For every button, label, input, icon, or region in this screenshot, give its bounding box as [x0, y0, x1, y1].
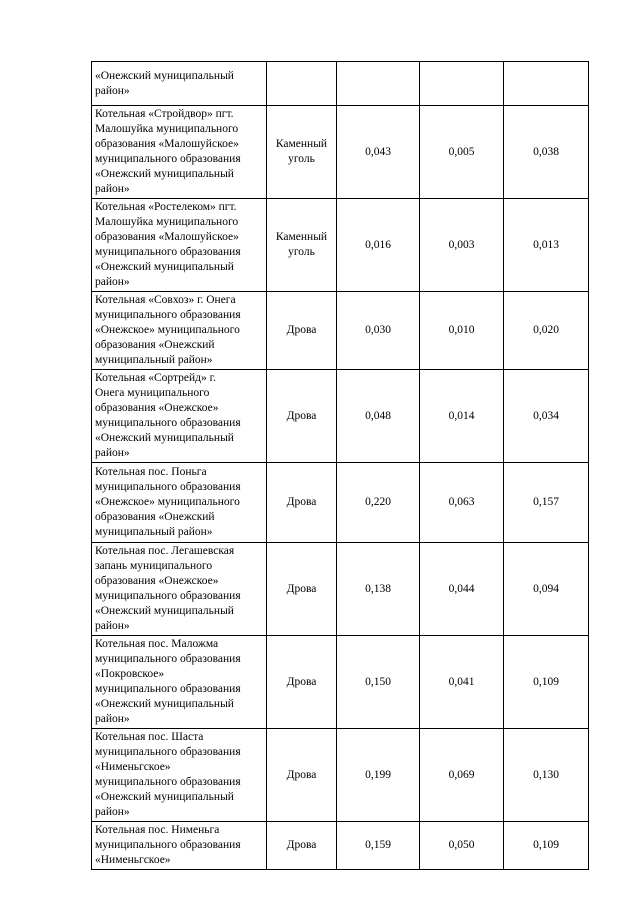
- value-cell-1-text: 0,030: [365, 324, 391, 336]
- value-cell-3-text: 0,157: [533, 496, 559, 508]
- fuel-type-cell: [267, 62, 337, 106]
- boiler-name-cell-text: Котельная пос. Нименьга муниципального образования «Нименьгское»: [95, 824, 241, 866]
- value-cell-1-text: 0,199: [365, 768, 391, 781]
- value-cell-1: [337, 822, 420, 870]
- value-cell-2: [420, 729, 504, 822]
- value-cell-3-text: 0,020: [533, 324, 559, 336]
- value-cell-2: [420, 106, 504, 199]
- value-cell-3-text: 0,038: [533, 145, 559, 158]
- value-cell-2: [420, 199, 504, 292]
- value-cell-3-text: 0,094: [533, 582, 559, 595]
- value-cell-3: [504, 463, 589, 543]
- fuel-type-cell: [267, 199, 337, 292]
- boiler-name-cell-text: Котельная пос. Легашевская запань муниципального образования «Онежское» муниципального образования «Онежский муниципальный район»: [95, 545, 241, 632]
- boiler-name-cell: [92, 543, 267, 636]
- fuel-type-cell-text: Дрова: [286, 324, 317, 336]
- fuel-type-cell: [267, 729, 337, 822]
- fuel-type-cell-text: Дрова: [286, 496, 317, 508]
- value-cell-2-text: 0,041: [448, 675, 475, 688]
- fuel-type-cell-text: Дрова: [286, 409, 317, 422]
- table-row: [92, 106, 589, 199]
- boiler-name-cell: [92, 370, 267, 463]
- value-cell-1: [337, 729, 420, 822]
- value-cell-2-text: 0,044: [448, 582, 475, 595]
- value-cell-2-text: 0,003: [448, 238, 475, 251]
- value-cell-2-text: 0,014: [448, 409, 475, 422]
- value-cell-3: [504, 729, 589, 822]
- table-row: [92, 636, 589, 729]
- boiler-name-cell: [92, 822, 267, 870]
- fuel-type-cell: [267, 822, 337, 870]
- boiler-name-cell: [92, 199, 267, 292]
- value-cell-1-text: 0,048: [365, 409, 391, 422]
- value-cell-1-text: 0,150: [365, 675, 391, 688]
- boiler-name-cell-text: Котельная «Стройдвор» пгт. Малошуйка муниципального образования «Малошуйское» муниципального образования «Онежский муниципальный район»: [95, 108, 241, 195]
- boiler-name-cell-text: Котельная «Сортрейд» г. Онега муниципального образования «Онежское» муниципального образования «Онежский муниципальный район»: [95, 372, 241, 459]
- value-cell-2: [420, 463, 504, 543]
- value-cell-1: [337, 292, 420, 370]
- fuel-type-cell: [267, 370, 337, 463]
- value-cell-2: [420, 636, 504, 729]
- value-cell-2-text: 0,069: [448, 768, 475, 781]
- table-body: [92, 62, 589, 870]
- value-cell-2-text: 0,005: [448, 145, 475, 158]
- value-cell-2: [420, 370, 504, 463]
- value-cell-2: [420, 543, 504, 636]
- boiler-name-cell: [92, 62, 267, 106]
- boiler-name-cell: [92, 292, 267, 370]
- value-cell-1: [337, 543, 420, 636]
- boiler-name-cell-text: Котельная пос. Поньга муниципального образования «Онежское» муниципального образования «Онежский муниципальный район»: [95, 466, 241, 538]
- value-cell-3: [504, 636, 589, 729]
- value-cell-3-text: 0,034: [533, 409, 559, 422]
- fuel-type-cell-text: Каменный уголь: [275, 231, 328, 258]
- table-row: [92, 292, 589, 370]
- fuel-type-cell-text: Дрова: [286, 768, 317, 781]
- table-row: [92, 729, 589, 822]
- boiler-name-cell-text: Котельная пос. Шаста муниципального образования «Нименьгское» муниципального образования «Онежский муниципальный район»: [95, 731, 241, 818]
- value-cell-1-text: 0,159: [365, 839, 391, 851]
- boiler-name-cell: [92, 463, 267, 543]
- boiler-name-cell: [92, 106, 267, 199]
- value-cell-1: [337, 199, 420, 292]
- table-row: [92, 463, 589, 543]
- value-cell-1-text: 0,220: [365, 496, 391, 508]
- fuel-type-cell: [267, 463, 337, 543]
- table-row: [92, 822, 589, 870]
- value-cell-1: [337, 636, 420, 729]
- value-cell-3-text: 0,109: [533, 839, 559, 851]
- value-cell-3-text: 0,109: [533, 675, 559, 688]
- table-row: [92, 543, 589, 636]
- value-cell-3: [504, 62, 589, 106]
- value-cell-1: [337, 370, 420, 463]
- value-cell-2-text: 0,050: [448, 839, 475, 851]
- value-cell-2: [420, 822, 504, 870]
- value-cell-3: [504, 292, 589, 370]
- boiler-name-cell: [92, 636, 267, 729]
- boiler-name-cell-text: «Онежский муниципальный район»: [95, 69, 234, 97]
- value-cell-3: [504, 822, 589, 870]
- value-cell-2-text: 0,010: [448, 324, 475, 336]
- value-cell-1-text: 0,138: [365, 582, 391, 595]
- boiler-name-cell-text: Котельная «Совхоз» г. Онега муниципального образования «Онежское» муниципального образования «Онежский муниципальный район»: [95, 294, 241, 366]
- value-cell-1: [337, 106, 420, 199]
- boiler-name-cell-text: Котельная пос. Маложма муниципального образования «Покровское» муниципального образования «Онежский муниципальный район»: [95, 638, 241, 725]
- fuel-type-cell: [267, 292, 337, 370]
- table-row: [92, 370, 589, 463]
- value-cell-3: [504, 370, 589, 463]
- fuel-type-cell: [267, 543, 337, 636]
- value-cell-3: [504, 106, 589, 199]
- value-cell-2: [420, 292, 504, 370]
- table-row: [92, 62, 589, 106]
- value-cell-1: [337, 62, 420, 106]
- value-cell-2: [420, 62, 504, 106]
- value-cell-3-text: 0,013: [533, 238, 559, 251]
- fuel-type-cell: [267, 106, 337, 199]
- value-cell-3: [504, 543, 589, 636]
- value-cell-3: [504, 199, 589, 292]
- fuel-type-cell-text: Дрова: [286, 675, 317, 688]
- boiler-name-cell: [92, 729, 267, 822]
- boiler-fuel-table: [91, 61, 589, 870]
- fuel-type-cell-text: Дрова: [286, 582, 317, 595]
- fuel-type-cell: [267, 636, 337, 729]
- value-cell-1-text: 0,016: [365, 238, 391, 251]
- value-cell-1-text: 0,043: [365, 145, 391, 158]
- value-cell-3-text: 0,130: [533, 768, 559, 781]
- boiler-name-cell-text: Котельная «Ростелеком» пгт. Малошуйка муниципального образования «Малошуйское» муниципального образования «Онежский муниципальный район»: [95, 201, 241, 288]
- value-cell-2-text: 0,063: [448, 496, 475, 508]
- table-row: [92, 199, 589, 292]
- fuel-type-cell-text: Дрова: [286, 839, 317, 851]
- value-cell-1: [337, 463, 420, 543]
- fuel-type-cell-text: Каменный уголь: [275, 138, 328, 165]
